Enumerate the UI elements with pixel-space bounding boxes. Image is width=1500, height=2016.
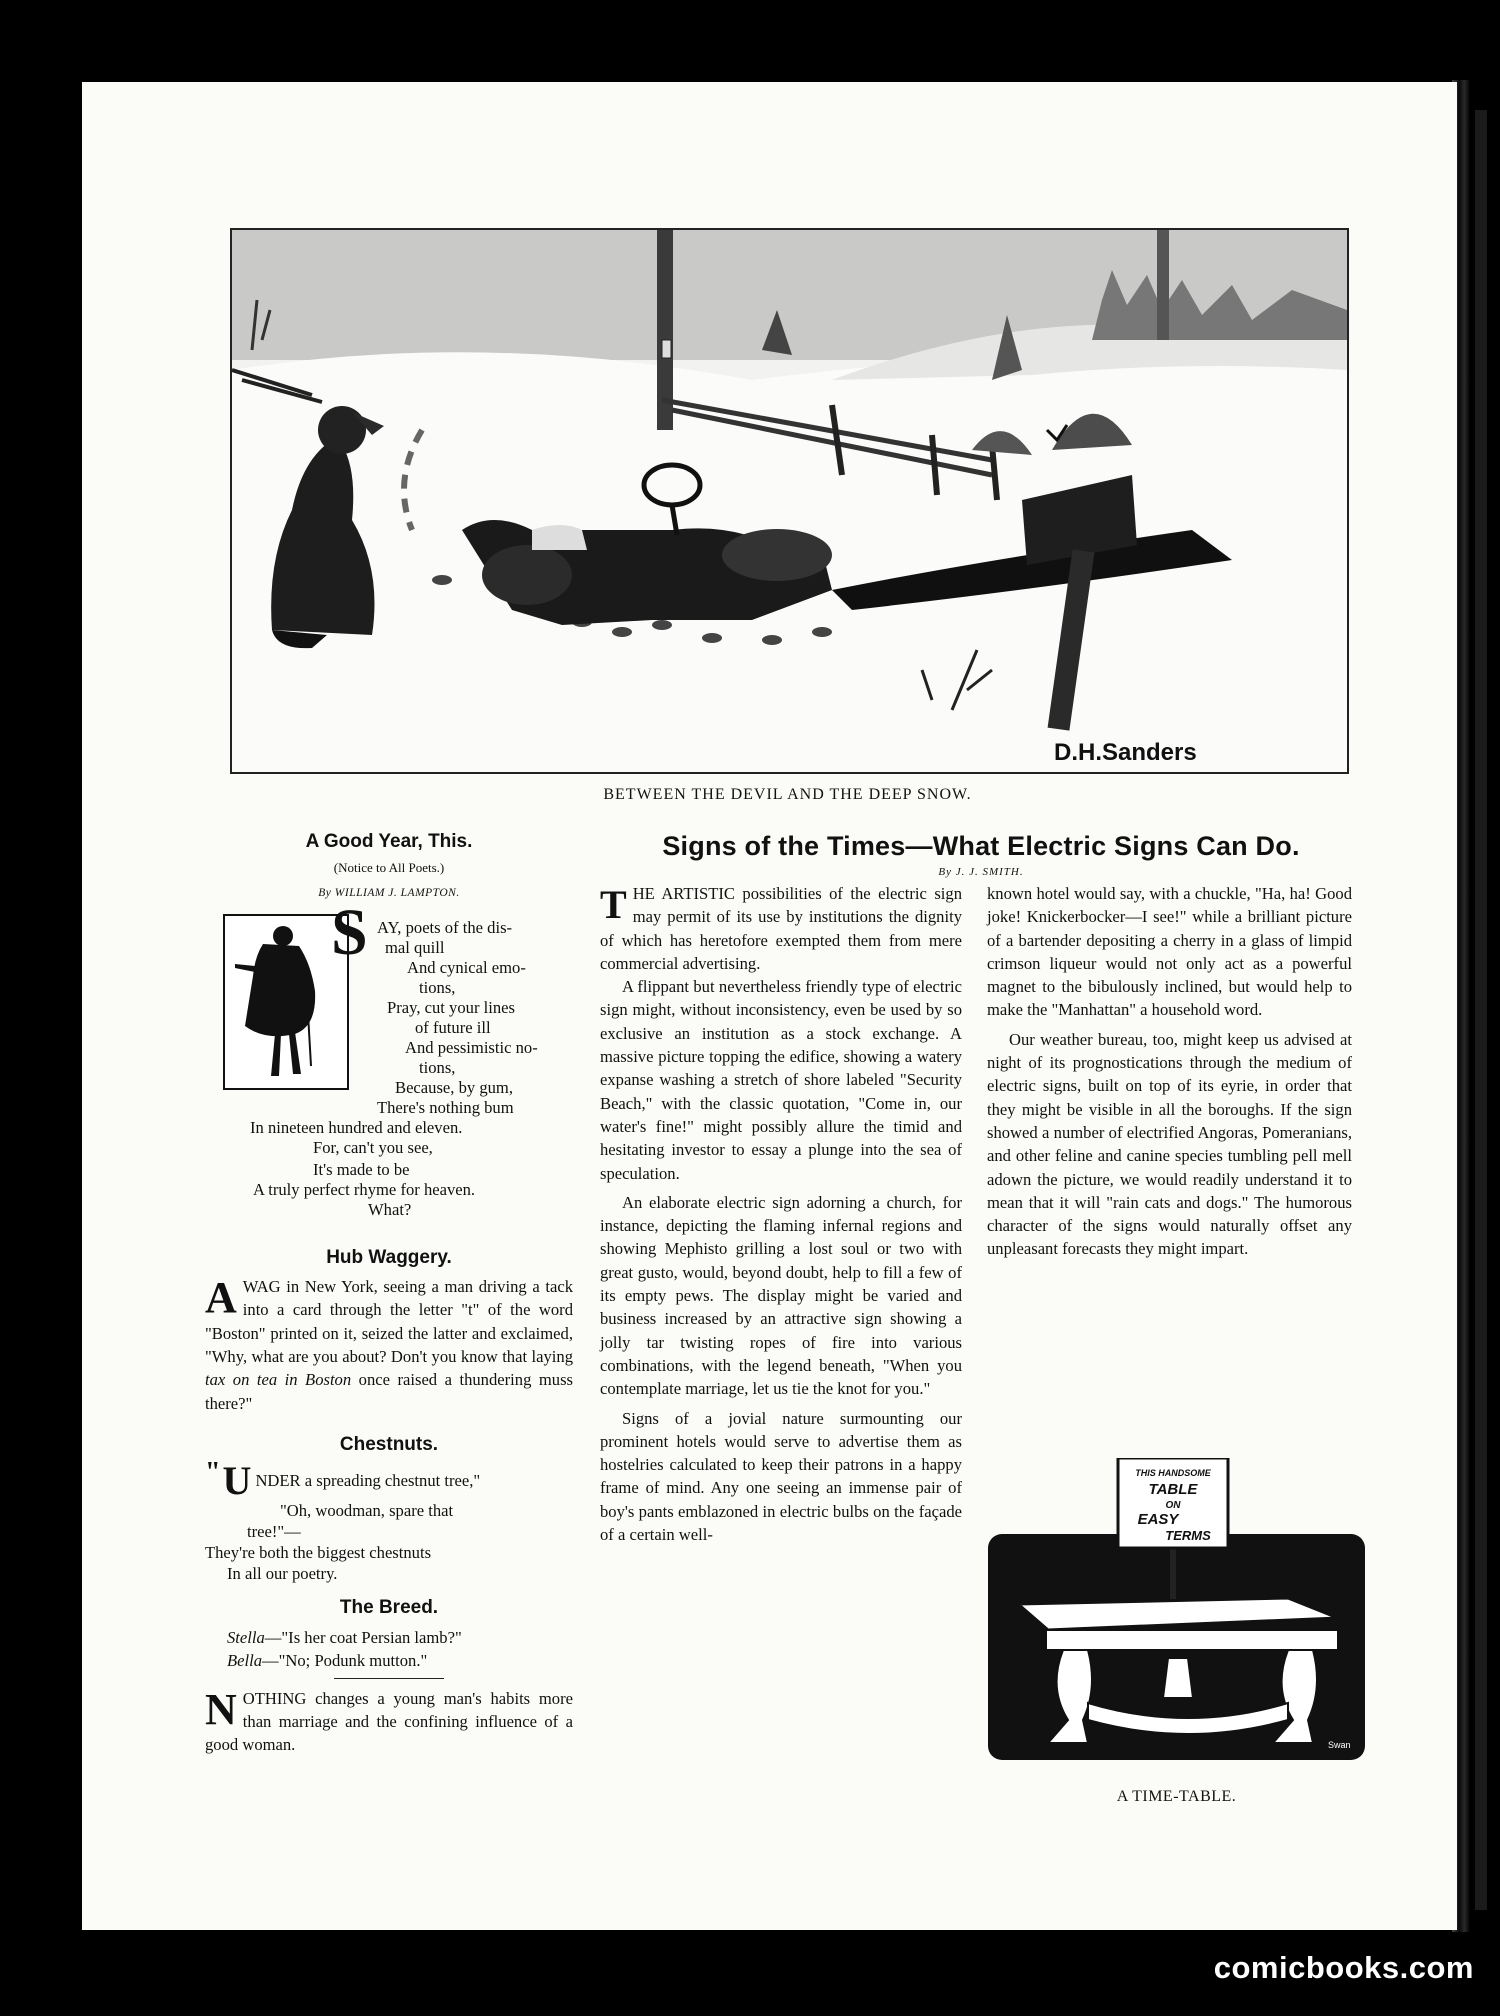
poem-line: It's made to be	[313, 1159, 410, 1179]
middle-column	[600, 882, 962, 1546]
time-table-cartoon	[988, 1458, 1365, 1760]
chestnuts-line: "Oh, woodman, spare that	[280, 1501, 454, 1521]
breed-line: —"No; Podunk mutton."	[262, 1650, 428, 1670]
poem-line: And cynical emo-	[407, 957, 526, 977]
article-paragraph: A flippant but nevertheless friendly type of electric sign might, without inconsistency, even be used by so exclusive an institution as a stock exchange. A massive picture topping the edifice, showing a watery expanse washing a stretch of shore labeled "Security Beach," with the classic quotation, "Come in, our water's fine!" might possibly allure the timid and hesitating investor to essay a plunge into the sea of speculation.	[600, 977, 962, 1183]
breed-title: The Breed.	[339, 1597, 439, 1619]
hub-drop-cap: A	[205, 1273, 237, 1323]
article-paragraph: Signs of a jovial nature surmounting our prominent hotels would serve to advertise them as hostelries calculated to keep their patrons in a happy frame of mind. Any one seeing an immense pair of boy's pants emblazoned in electric bulbs on the façade of a certain well-	[600, 1408, 962, 1545]
article-p1: HE ARTISTIC possibilities of the electric sign may permit of its use by institutions the dignity of which has heretofore exempted them from mere commercial advertising.	[600, 884, 962, 973]
article-paragraph	[600, 882, 962, 975]
chestnuts-line: They're both the biggest chestnuts	[205, 1543, 432, 1563]
chestnuts-poem	[205, 1457, 573, 1584]
good-year-byline: By WILLIAM J. LAMPTON.	[318, 886, 460, 899]
cartoon-artist-signature: Swan	[1328, 1740, 1351, 1750]
article-paragraph: Our weather bureau, too, might keep us advised at night of its prognostications through the medium of electric signs, built on top of its eyrie, in order that they might be visible in all the boroughs. If the sign showed a number of electrified Angoras, Pomeranians, and other feline and canine species tumbling pell mell adown the picture, we would readily understand it to mean that it will "rain cats and dogs." The humorous character of the signs would naturally offset any unpleasant forecasts they might impart.	[987, 1029, 1352, 1259]
poem-line: For, can't you see,	[313, 1137, 433, 1157]
nothing-drop-cap: N	[205, 1684, 237, 1734]
good-year-poem	[205, 895, 573, 1170]
poem-line: of future ill	[415, 1017, 491, 1037]
sign-line: EASY	[1137, 1511, 1179, 1528]
article-headline: Signs of the Times—What Electric Signs Can Do.	[662, 831, 1300, 861]
chestnuts-line: In all our poetry.	[227, 1564, 338, 1584]
poem-line: Pray, cut your lines	[387, 997, 515, 1017]
poem-line: What?	[368, 1199, 412, 1219]
chestnuts-open-quote: "	[205, 1457, 221, 1489]
poem-line: Because, by gum,	[395, 1077, 513, 1097]
watermark: comicbooks.com	[1213, 1950, 1474, 1985]
hub-text	[205, 1275, 573, 1415]
hub-title: Hub Waggery.	[326, 1246, 452, 1268]
poem-line: In nineteen hundred and eleven.	[250, 1117, 463, 1137]
poem-line: AY, poets of the dis-	[377, 917, 513, 937]
article-paragraph: An elaborate electric sign adorning a church, for instance, depicting the flaming infernal regions and showing Mephisto grilling a lost soul or two with great gusto, would, beyond doubt, help to fill a few of its empty pews. The display might be varied and business increased by an attractive sign showing a jolly tar twisting ropes of fire into various combinations, with the legend beneath, "When you contemplate marriage, let us tie the knot for you."	[600, 1192, 962, 1399]
breed-dialogue	[205, 1626, 573, 1672]
left-column	[205, 830, 573, 1756]
artist-signature: D.H.Sanders	[1054, 739, 1197, 766]
right-column	[987, 882, 1352, 1261]
poem-line: tions,	[419, 1057, 456, 1077]
poem-line: A truly perfect rhyme for heaven.	[253, 1179, 476, 1199]
article-byline: By J. J. SMITH.	[938, 866, 1024, 878]
book-spine-edge	[1475, 110, 1487, 1910]
good-year-title: A Good Year, This.	[305, 831, 473, 852]
article-drop-cap: T	[600, 882, 627, 927]
breed-speaker: Bella	[227, 1650, 263, 1670]
divider	[334, 1678, 444, 1679]
article-paragraph: known hotel would say, with a chuckle, "Ha, ha! Good joke! Knickerbocker—I see!" while a brilliant picture of a bartender depositing a cherry in a glass of limpid crimson liqueur would not only act as a powerful magnet to the bibulously inclined, but would help to make the "Manhattan" a household word.	[987, 884, 1352, 1020]
chestnuts-drop-cap: U	[222, 1458, 252, 1504]
chestnuts-line: tree!"—	[247, 1522, 301, 1542]
poem-line: And pessimistic no-	[405, 1037, 538, 1057]
time-table-caption: A TIME-TABLE.	[1116, 1788, 1237, 1805]
poem-drop-cap: S	[331, 895, 368, 969]
hub-text-a: WAG in New York, seeing a man driving a tack into a card through the letter "t" of the word "Boston" printed on it, seized the latter and exclaimed, "Why, what are you about? Don't you know that laying	[205, 1277, 573, 1367]
breed-speaker: Stella	[227, 1627, 265, 1647]
snow-scene-drawing	[232, 230, 1347, 772]
sign-line: THIS HANDSOME	[1135, 1468, 1211, 1478]
poem-line: There's nothing bum	[377, 1097, 514, 1117]
good-year-note: (Notice to All Poets.)	[333, 860, 445, 876]
hero-illustration	[230, 228, 1349, 774]
chestnuts-line: NDER a spreading chestnut tree,"	[255, 1471, 481, 1491]
poem-line: mal quill	[385, 937, 445, 957]
breed-line: —"Is her coat Persian lamb?"	[264, 1627, 462, 1647]
sign-line: ON	[1165, 1500, 1181, 1511]
sign-line: TERMS	[1165, 1528, 1211, 1543]
hero-caption: BETWEEN THE DEVIL AND THE DEEP SNOW.	[603, 786, 972, 803]
hub-text-b: once raised a thundering muss there?"	[205, 1370, 573, 1413]
poem-line: tions,	[419, 977, 456, 997]
nothing-text	[205, 1684, 573, 1757]
nothing-body: OTHING changes a young man's habits more than marriage and the confining influence of a good woman.	[205, 1688, 573, 1755]
hub-text-italic: tax on tea in Boston	[205, 1370, 352, 1390]
sign-line: TABLE	[1148, 1481, 1198, 1498]
chestnuts-title: Chestnuts.	[339, 1433, 439, 1455]
